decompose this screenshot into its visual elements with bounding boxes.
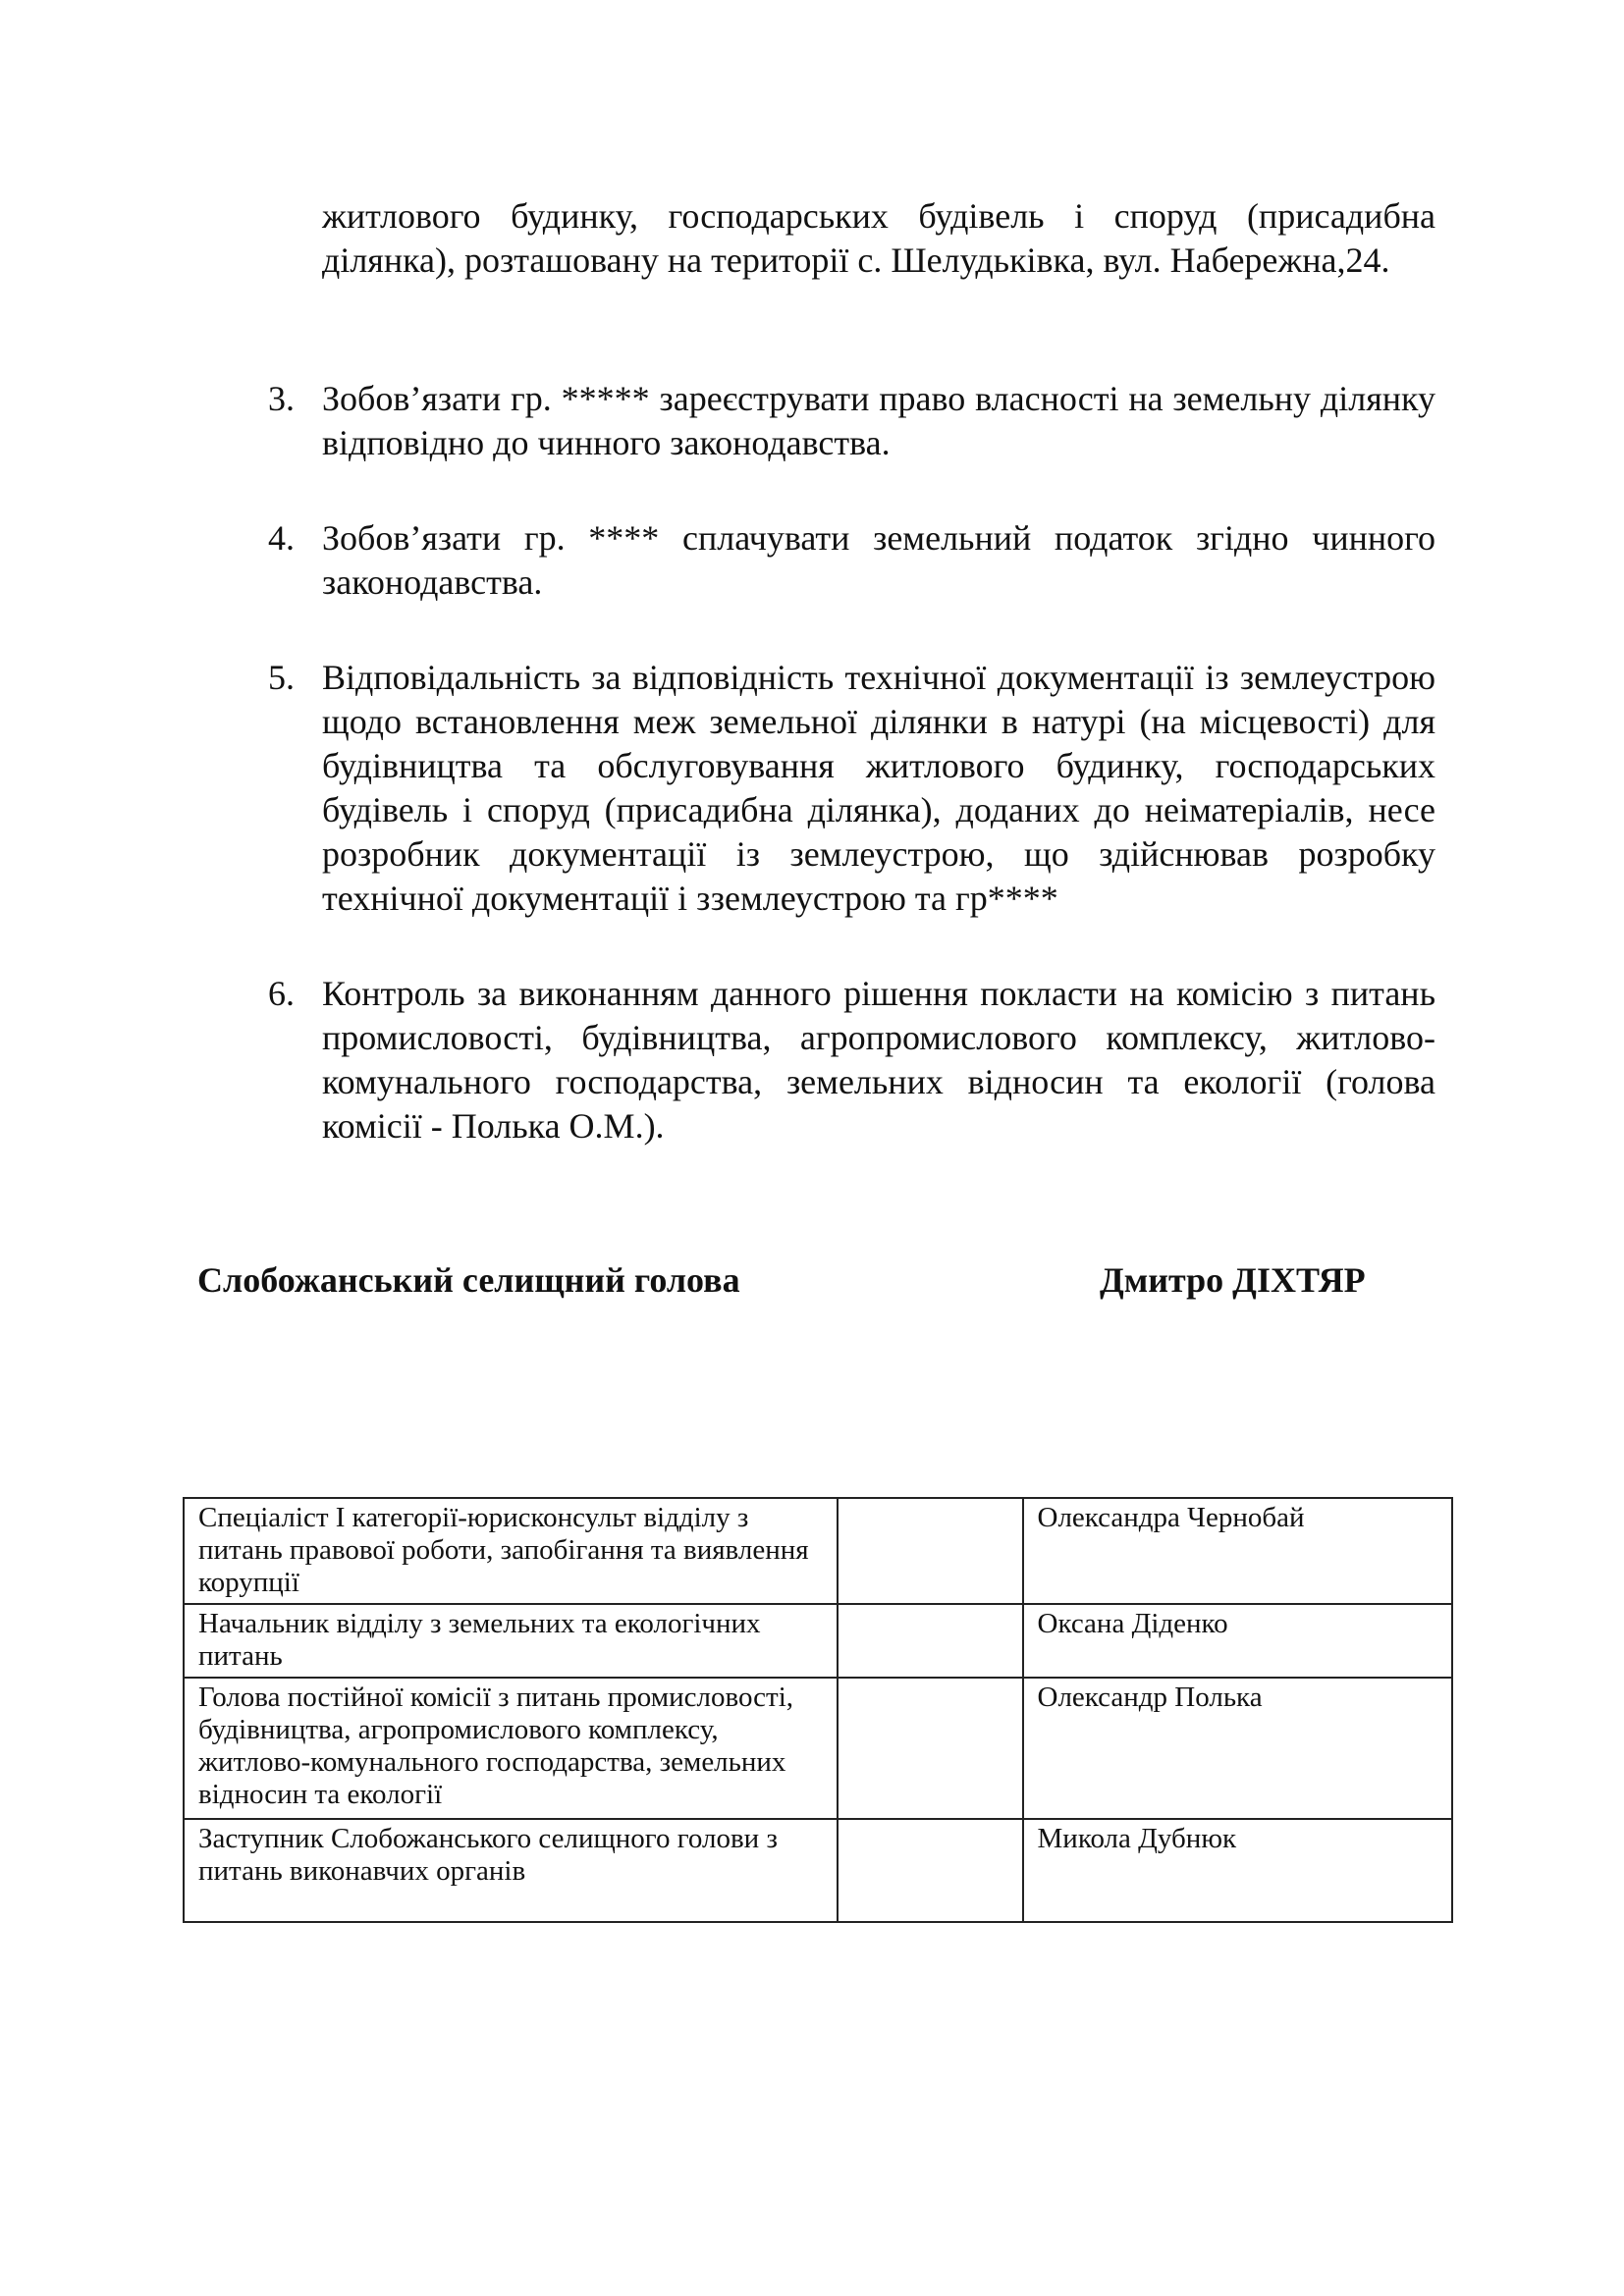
table-row [184, 1498, 1452, 1604]
decision-list [263, 377, 1435, 1200]
approver-name: Олександр Полька [1023, 1678, 1452, 1819]
item-text: Зобов’язати гр. **** сплачувати земельний податок згідно чинного законодавства. [322, 518, 1435, 602]
list-item [263, 656, 1435, 921]
signature-cell [838, 1819, 1022, 1922]
list-item [263, 377, 1435, 465]
table-row [184, 1678, 1452, 1819]
item-number: 3. [268, 379, 295, 418]
table-row [184, 1604, 1452, 1678]
approver-name: Оксана Діденко [1023, 1604, 1452, 1678]
approver-name: Олександра Чернобай [1023, 1498, 1452, 1604]
signatory-title: Слобожанський селищний голова [197, 1260, 740, 1300]
item-text: Контроль за виконанням данного рішення покласти на комісію з питань промисловості, будівництва, агропромислового комплексу, житлово-комунального господарства, земельних відносин та екології (голова комісії - Полька О.М.). [322, 974, 1435, 1146]
item-text: Зобов’язати гр. ***** зареєструвати право власності на земельну ділянку відповідно до чинного законодавства. [322, 379, 1435, 462]
list-item [263, 516, 1435, 605]
item-number: 6. [268, 974, 295, 1013]
item-number: 5. [268, 658, 295, 697]
approver-position: Начальник відділу з земельних та екологічних питань [184, 1604, 838, 1678]
approver-position: Спеціаліст І категорії-юрисконсульт відділу з питань правової роботи, запобігання та виявлення корупції [184, 1498, 838, 1604]
continuation-paragraph: житлового будинку, господарських будівель і споруд (присадибна ділянка), розташовану на території с. Шелудьківка, вул. Набережна,24. [322, 196, 1435, 280]
signature-cell [838, 1678, 1022, 1819]
table-row [184, 1819, 1452, 1922]
item-number: 4. [268, 518, 295, 558]
signature-cell [838, 1498, 1022, 1604]
approver-position: Заступник Слобожанського селищного голови з питань виконавчих органів [184, 1819, 838, 1922]
signature-cell [838, 1604, 1022, 1678]
approver-position: Голова постійної комісії з питань промисловості, будівництва, агропромислового комплексу, житлово-комунального господарства, земельних відносин та екології [184, 1678, 838, 1819]
item-text: Відповідальність за відповідність технічної документації із землеустрою щодо встановлення меж земельної ділянки в натурі (на місцевості) для будівництва та обслуговування житлового будинку, господарських будівель і споруд (присадибна ділянка), доданих до неіматеріалів, несе розробник документації із землеустрою, що здійснював розробку технічної документації і зземлеустрою та гр**** [322, 658, 1435, 918]
approver-name: Микола Дубнюк [1023, 1819, 1452, 1922]
list-item [263, 972, 1435, 1148]
signatory-name: Дмитро ДІХТЯР [1100, 1260, 1366, 1300]
approval-table [183, 1497, 1453, 1923]
